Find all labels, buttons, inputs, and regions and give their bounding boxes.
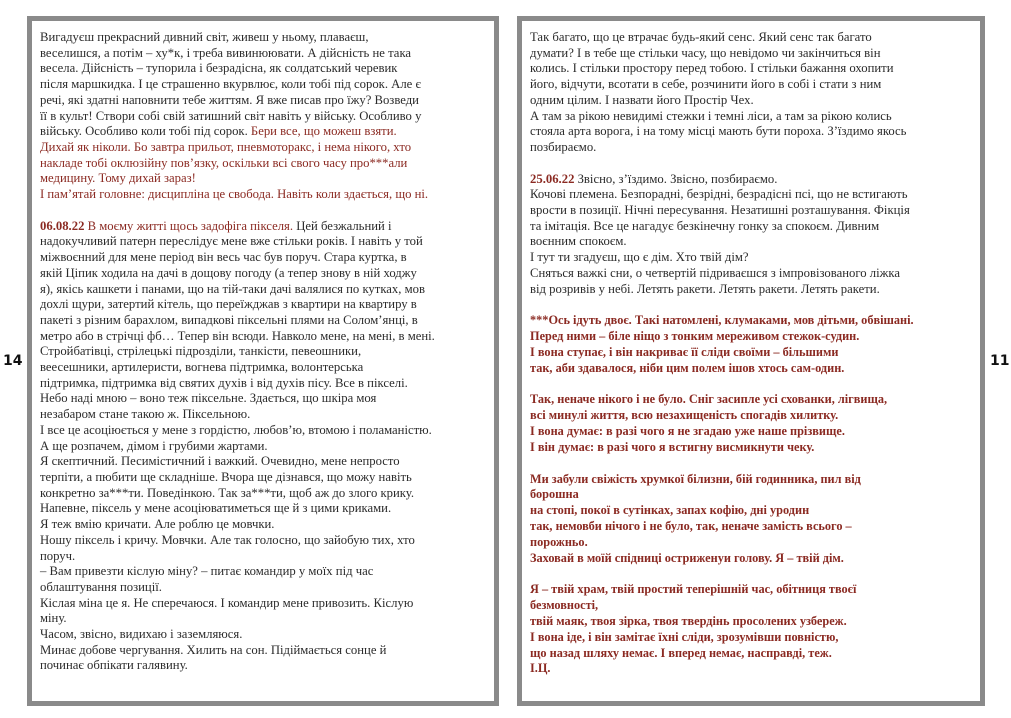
right-entry-body: Звісно, з’їздимо. Звісно, позбираємо. Кочові племена. Безпорадні, безрідні, безрадісні псі, що не встигають врости в позиції. Нічні пересування. Незатишні розташування. Фікція та імітація. Все це нагадує безкінечну гонку за спокоєм. Дивним воєнним спокоєм. І тут ти згадуєш, що є дім. Хто твій дім? Сняться важкі сни, о четвертій підриваєшся з імпровізованого ліжка від розривів у небі. Летять ракети. Летять ракети. Летять ракети.	[530, 171, 910, 296]
left-paragraph-1	[40, 30, 486, 203]
left-entry-lead: В моєму житті щось задофіга пікселя.	[87, 218, 294, 233]
left-page	[27, 16, 499, 706]
right-paragraph-1: Так багато, що це втрачає будь-який сенс. Який сенс так багато думати? І в тебе ще стільки часу, що невідомо чи закінчиться він колись. І стільки простору перед тобою. І стільки бажання охопити його, відчути, всотати в себе, розчинити його в собі і стати з ним одним цілим. І назвати його Простір Чех. А там за рікою невидимі стежки і темні ліси, а там за рікою колись стояла арта ворога, і на тому місці мають бути пороха. З’їздимо якось позбираємо.	[530, 30, 907, 154]
left-paragraph-1-text: Вигадуєш прекрасний дивний світ, живеш у ньому, плаваєш, веселишся, а потім – ху*к, і треба вивинюювати. А дійсність не така весела. Дійсність – тупорила і безрадісна, як солдатський черевик після маршкидка. І це страшенно вкурвлює, коли тобі під сорок. Але є речі, які здатні наповнити тебе життям. Я вже писав про їжу? Возведи її в культ! Створи собі свій затишний світ навіть у війську. Особливо у війську. Особливо коли тобі під сорок.	[40, 30, 422, 139]
right-entry	[530, 172, 972, 298]
poem-stanza-4: Я – твій храм, твій простий теперішній час, обітниця твоєї безмовності, твій маяк, твоя зірка, твоя твердінь просолених узбереж. І вона іде, і він замітає їхні сліди, зрозумівши повністю, що назад шляху немає. І вперед немає, насправді, теж. І.Ц.	[530, 582, 857, 676]
right-entry-date: 25.06.22	[530, 171, 575, 186]
poem-stanza-3: Ми забули свіжість хрумкої білизни, бій годинника, пил від борошна на стопі, покої в сутінках, запах кофію, дні уродин так, немовби нічого і не було, так, неначе замість всього – порожньо. Заховай в моїй спідниці остриженуи голову. Я – твій дім.	[530, 471, 861, 565]
left-paragraph-1-highlight: Бери все, що можеш взяти. Дихай як ніколи. Бо завтра прильот, пневмоторакс, і нема нікого, хто накладе тобі оклюзійну пов’язку, оскільки всі свого часу про***али медицину. Тому дихай зараз! І пам’ятай головне: дисципліна це свобода. Навіть коли здається, що ні.	[40, 124, 429, 202]
poem-stanza-2: Так, неначе нікого і не було. Сніг засипле усі схованки, лігвища, всі минулі життя, всю незахищеність спогадів хилитку. І вона думає: в разі чого я не згадаю уже наше прізвище. І він думає: в разі чого я встигну висмикнути чеку.	[530, 392, 888, 454]
right-page	[517, 16, 985, 706]
left-page-number: 14	[3, 353, 23, 369]
right-page-number: 11	[990, 353, 1010, 369]
left-entry-date: 06.08.22	[40, 218, 85, 233]
left-entry-body: Цей безжальний і надокучливий патерн переслідує мене вже стільки років. І навіть у той міжвоєнний для мене період він весь час був поруч. Стара куртка, в якій Ціпик ходила на дачі в дощову погоду (а тепер знову в ній ходжу я), якісь кашкети і панами, що на тій-таки дачі валялися по кутках, мов дохлі щури, затертий кітель, що переїжджав з квартири на квартиру в пакеті з різним барахлом, випадкові піксельні плями на Солом’янці, в метро або в стрічці фб… Тепер він всюди. Навколо мене, на мені, в мені. Стройбатівці, стрілецькі підрозділи, танкісти, певеошники, веесешники, артилеристи, вогнева підтримка, волонтерська підтримка, підтримка від святих духів і від духів пісу. Все в пікселі. Небо наді мною – воно теж піксельне. Здається, що шкіра моя незабаром стане такою ж. Піксельною. І все це асоціюється у мене з гордістю, любов’ю, втомою і поламаністю. А ще розпачем, дімом і грубими жартами. Я скептичний. Песимістичний і важкий. Очевидно, мене непросто терпіти, а пюбити ще складніше. Вчора ще дізнався, що можу навіть конкретно за***ти. Поведінкою. Так за***ти, щоб аж до злого крику. Напевне, піксель у мене асоціюватиметься ще й з цими криками. Я теж вмію кричати. Але роблю це мовчки. Ношу піксель і кричу. Мовчки. Але так голосно, що зайобую тих, хто поруч. – Вам привезти кіслую міну? – питає командир у моїх під час облаштування позиції. Кіслая міна це я. Не сперечаюся. І командир мене привозить. Кіслую міну. Часом, звісно, видихаю і заземляюся. Минає добове чергування. Хилить на сон. Підіймається сонце й починає обпікати галявину.	[40, 218, 435, 673]
left-entry	[40, 219, 486, 674]
poem-stanza-1: ***Ось ідуть двоє. Такі натомлені, клумаками, мов дітьми, обвішані. Перед ними – біле ніщо з тонким мереживом стежок-судин. І вона ступає, і він накриває її сліди своїми – більшими так, аби здавалося, ніби цим полем ішов хтось сам-один.	[530, 313, 914, 375]
